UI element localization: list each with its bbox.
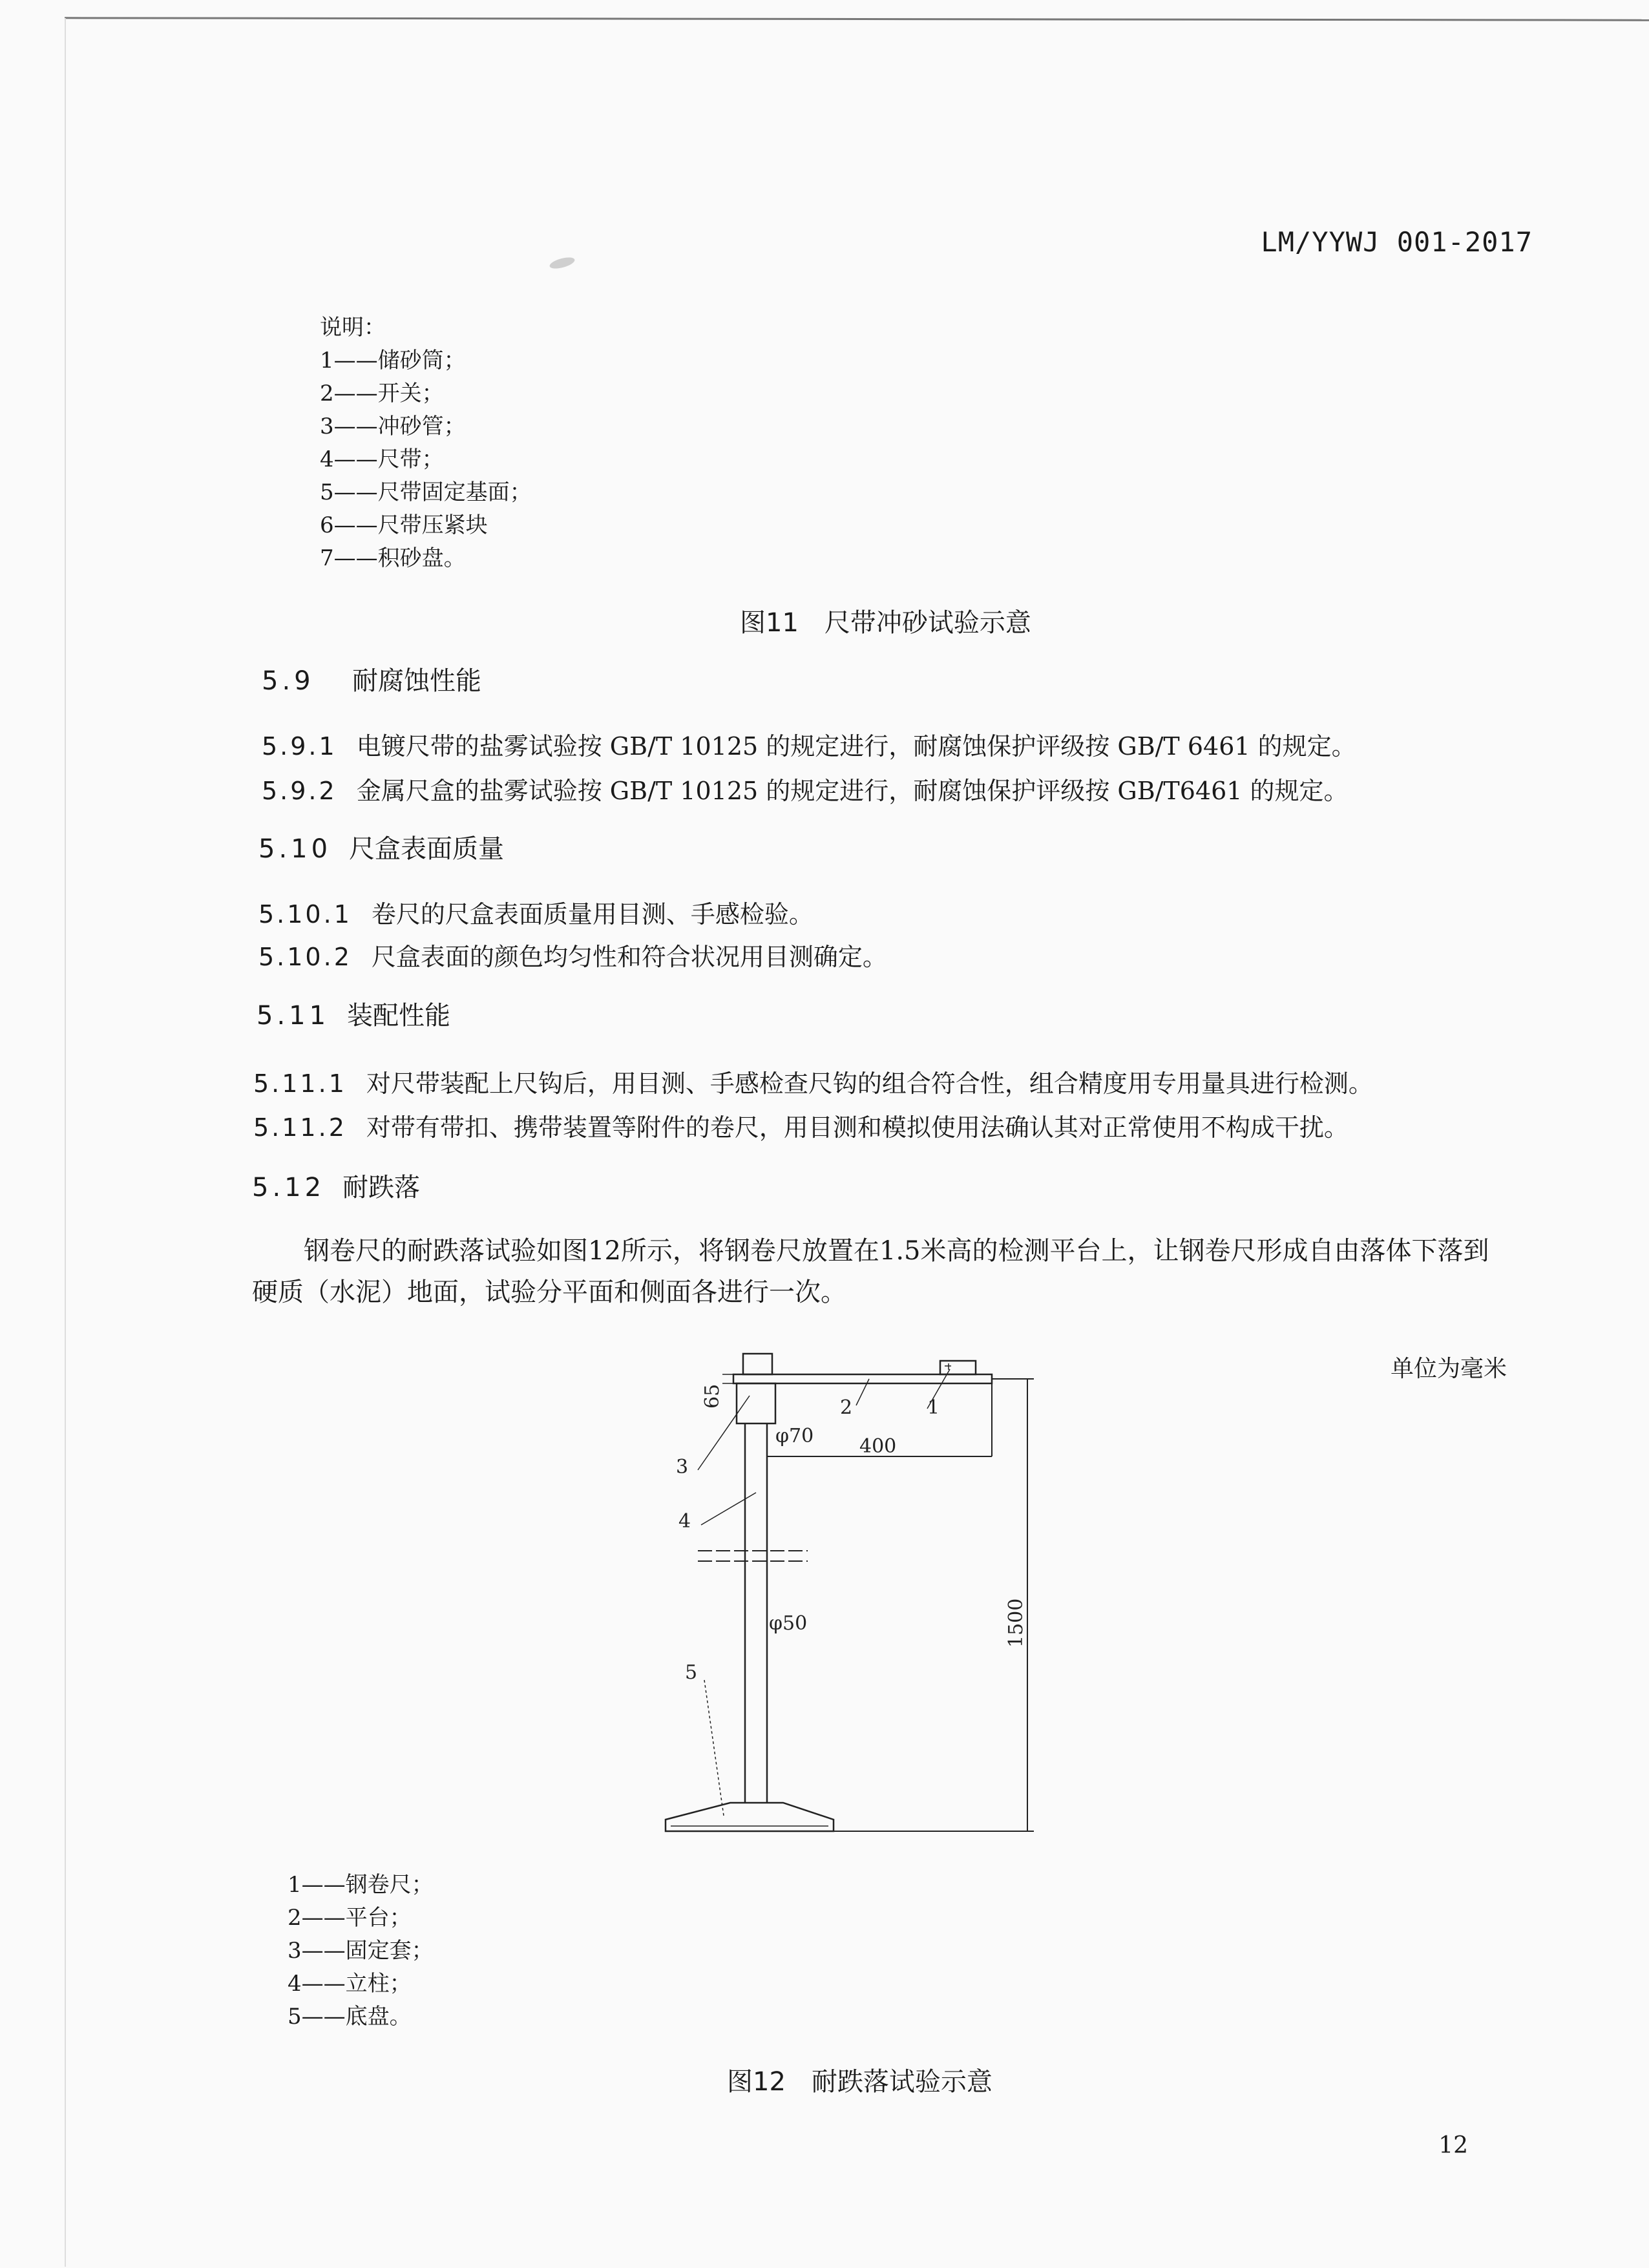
clause-5-9-2: 5.9.2 金属尺盒的盐雾试验按 GB/T 10125 的规定进行，耐腐蚀保护评级按 GB/T6461 的规定。: [262, 777, 1349, 805]
drop-test-diagram: [646, 1338, 1060, 1861]
legend-item: 5——尺带固定基面；: [320, 479, 532, 505]
dim-65: 65: [701, 1383, 724, 1409]
scan-top-edge: [65, 17, 1649, 21]
fixing-sleeve: [737, 1383, 775, 1423]
section-heading-5-11: 5.11 装配性能: [257, 1001, 450, 1031]
legend-item: 7——积砂盘。: [320, 545, 466, 571]
legend-item: 2——平台；: [288, 1905, 412, 1931]
tape-measure: [940, 1361, 976, 1374]
legend-title: 说明：: [320, 315, 386, 341]
figure12-drawing: [646, 1338, 1060, 1864]
leader-4: [701, 1493, 756, 1525]
label-1: 1: [927, 1396, 940, 1419]
dim-1500: 1500: [1005, 1598, 1027, 1648]
section-heading-5-9: 5.9 耐腐蚀性能: [262, 666, 481, 696]
leader-5: [704, 1680, 724, 1816]
figure11-caption: 图11 尺带冲砂试验示意: [740, 608, 1031, 638]
column-cap: [743, 1354, 772, 1374]
section-heading-5-10: 5.10 尺盒表面质量: [258, 834, 504, 864]
figure12-legend: [288, 1869, 434, 2033]
unit-note: 单位为毫米: [1390, 1356, 1507, 1382]
legend-item: 1——储砂筒；: [320, 348, 466, 373]
document-id: LM/YYWJ 001-2017: [1261, 226, 1533, 258]
legend-item: 2——开关；: [320, 381, 444, 406]
platform: [733, 1374, 992, 1383]
legend-item: 6——尺带压紧块: [320, 512, 488, 538]
figure12-caption: 图12 耐跌落试验示意: [727, 2067, 993, 2097]
figure11-legend: [320, 311, 532, 575]
scan-smudge: [549, 255, 576, 271]
paragraph-drop-test: 钢卷尺的耐跌落试验如图12所示，将钢卷尺放置在1.5米高的检测平台上，让钢卷尺形成自由落体下落到硬质（水泥）地面，试验分平面和侧面各进行一次。: [252, 1236, 1489, 1307]
clause-5-10-1: 5.10.1 卷尺的尺盒表面质量用目测、手感检验。: [258, 900, 814, 929]
label-3: 3: [676, 1456, 689, 1478]
section-heading-5-12: 5.12 耐跌落: [252, 1173, 420, 1202]
label-2: 2: [840, 1396, 853, 1419]
label-5: 5: [685, 1661, 698, 1684]
dim-50: φ50: [769, 1612, 808, 1635]
dim-70: φ70: [775, 1425, 814, 1447]
scan-left-edge: [65, 18, 66, 2267]
legend-item: 4——尺带；: [320, 446, 444, 472]
legend-item: 3——固定套；: [288, 1938, 434, 1964]
base-plate: [666, 1803, 834, 1831]
dim-400: 400: [859, 1435, 897, 1458]
clause-5-11-2: 5.11.2 对带有带扣、携带装置等附件的卷尺，用目测和模拟使用法确认其对正常使用不构成干扰。: [253, 1113, 1349, 1142]
legend-item: 1——钢卷尺；: [288, 1872, 434, 1898]
label-4: 4: [678, 1510, 691, 1533]
clause-5-11-1: 5.11.1 对尺带装配上尺钩后，用目测、手感检查尺钩的组合符合性，组合精度用专用量具进行检测。: [253, 1069, 1373, 1098]
legend-item: 5——底盘。: [288, 2004, 412, 2030]
clause-5-10-2: 5.10.2 尺盒表面的颜色均匀性和符合状况用目测确定。: [258, 943, 887, 971]
clause-5-9-1: 5.9.1 电镀尺带的盐雾试验按 GB/T 10125 的规定进行，耐腐蚀保护评级按 GB/T 6461 的规定。: [262, 732, 1356, 761]
legend-item: 3——冲砂管；: [320, 414, 466, 439]
legend-item: 4——立柱；: [288, 1971, 412, 1997]
page-number: 12: [1438, 2132, 1468, 2159]
